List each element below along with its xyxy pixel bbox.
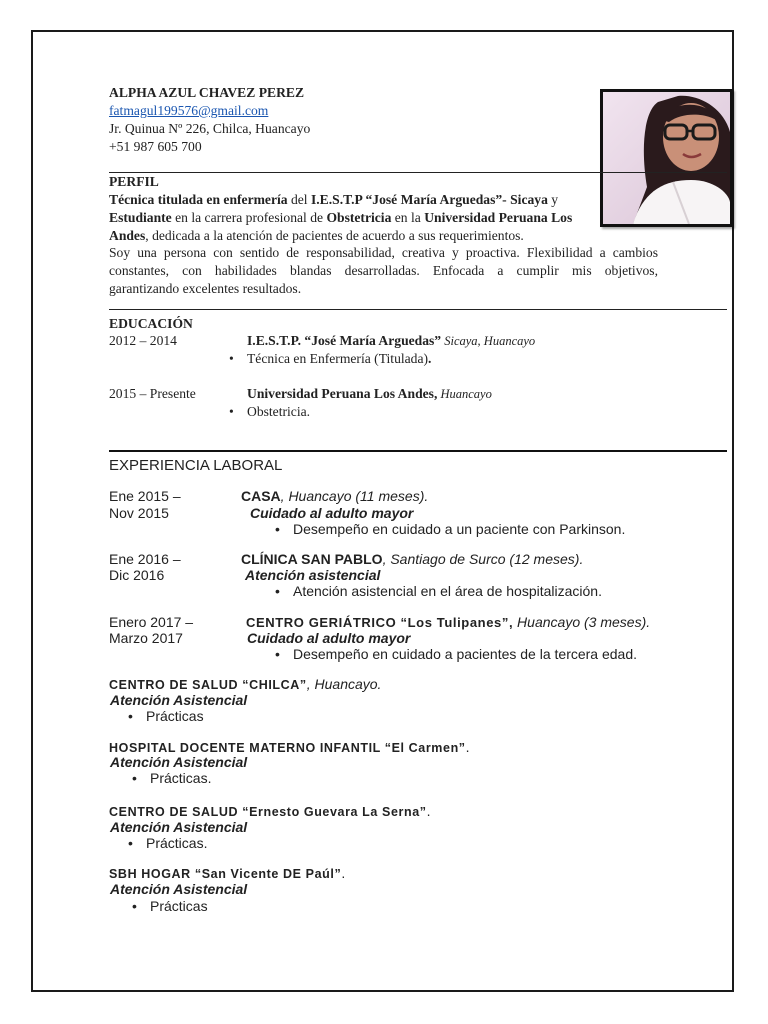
practica-org [109,803,431,819]
edu-dates: 2012 – 2014 [109,333,177,348]
perfil-line-3 [109,228,524,244]
divider [109,309,727,310]
perfil-text: en la [391,210,425,225]
practica-org-name: CENTRO DE SALUD “Ernesto Guevara La Serna” [109,805,427,819]
job-org [241,551,583,567]
practica-role: Atención Asistencial [110,754,248,770]
practica-task: • Prácticas [146,708,204,724]
job-task: • Desempeño en cuidado a un paciente con Parkinson. [293,521,625,537]
perfil-line-2 [109,210,572,226]
practica-location: . [426,803,431,819]
practica-org [109,676,381,692]
perfil-text: , dedicada a la atención de pacientes de acuerdo a sus requerimientos. [145,228,524,243]
divider [109,450,727,452]
practica-role: Atención Asistencial [110,692,248,708]
edu-detail-text: Técnica en Enfermería (Titulada) [247,351,429,366]
practica-org-name: CENTRO DE SALUD “CHILCA” [109,678,307,692]
job-task: • Desempeño en cuidado a pacientes de la tercera edad. [293,646,637,662]
edu-detail: • Obstetricia. [247,404,310,420]
edu-location: Sicaya, Huancayo [441,334,536,348]
perfil-text: Universidad Peruana Los [424,210,573,225]
practica-org-name: SBH HOGAR “San Vicente DE Paúl” [109,867,342,881]
profile-photo [600,89,733,227]
perfil-text: en la carrera profesional de [171,210,327,225]
job-date-end: Dic 2016 [109,567,165,583]
perfil-text: Obstetricia [326,210,392,225]
perfil-line-4: Soy una persona con sentido de responsabilidad, creativa y proactiva. Flexibilidad a cambios [109,245,658,260]
job-org [246,614,650,630]
edu-detail-end: . [428,351,432,366]
perfil-line-5: constantes, con habilidades blandas desarrolladas. Enfocada a cumplir mis objetivos, [109,263,658,278]
perfil-text: Andes [109,228,146,243]
edu-institution-name: Universidad Peruana Los Andes, [247,386,438,401]
job-task: • Atención asistencial en el área de hospitalización. [293,583,602,599]
perfil-text: del [287,192,311,207]
job-date-end: Nov 2015 [109,505,169,521]
job-org-name: CENTRO GERIÁTRICO “Los Tulipanes”, [246,615,514,630]
job-org-name: CASA [241,488,281,504]
section-title-educacion: EDUCACIÓN [109,316,193,331]
edu-detail [247,351,431,367]
job-role: Atención asistencial [245,567,381,583]
edu-institution-name: I.E.S.T.P. “José María Arguedas” [247,333,442,348]
perfil-line-6: garantizando excelentes resultados. [109,281,302,296]
job-location: , Huancayo (11 meses). [280,488,429,504]
perfil-text: y [547,192,559,207]
practica-role: Atención Asistencial [110,819,248,835]
job-date-start: Enero 2017 – [109,614,194,630]
practica-task: • Prácticas [150,898,208,914]
job-date-start: Ene 2015 – [109,488,181,504]
email-link[interactable]: fatmagul199576@gmail.com [109,103,269,118]
edu-dates: 2015 – Presente [109,386,196,401]
job-org [241,488,428,504]
practica-role: Atención Asistencial [110,881,248,897]
practica-org [109,865,345,881]
perfil-text: Estudiante [109,210,172,225]
practica-location: , Huancayo. [306,676,382,692]
job-role: Cuidado al adulto mayor [250,505,414,521]
edu-institution [247,386,492,402]
job-role: Cuidado al adulto mayor [247,630,411,646]
edu-location: Huancayo [437,387,492,401]
address: Jr. Quinua Nº 226, Chilca, Huancayo [109,121,311,136]
job-org-name: CLÍNICA SAN PABLO [241,551,383,567]
perfil-text: Técnica titulada en enfermería [109,192,288,207]
perfil-text: I.E.S.T.P “José María Arguedas”- Sicaya [310,192,548,207]
practica-task: • Prácticas. [150,770,211,786]
practica-org-name: HOSPITAL DOCENTE MATERNO INFANTIL “El Carmen” [109,741,466,755]
practica-org [109,739,470,755]
practica-location: . [465,739,470,755]
job-location: , Santiago de Surco (12 meses). [382,551,584,567]
divider [109,172,727,173]
edu-institution [247,333,535,349]
job-date-start: Ene 2016 – [109,551,181,567]
section-title-perfil: PERFIL [109,174,159,189]
section-title-experiencia: EXPERIENCIA LABORAL [109,457,283,474]
perfil-line-1 [109,192,558,208]
job-date-end: Marzo 2017 [109,630,183,646]
candidate-name: ALPHA AZUL CHAVEZ PEREZ [109,85,305,100]
practica-location: . [341,865,346,881]
phone: +51 987 605 700 [109,139,202,154]
practica-task: • Prácticas. [146,835,207,851]
job-location: Huancayo (3 meses). [513,614,651,630]
